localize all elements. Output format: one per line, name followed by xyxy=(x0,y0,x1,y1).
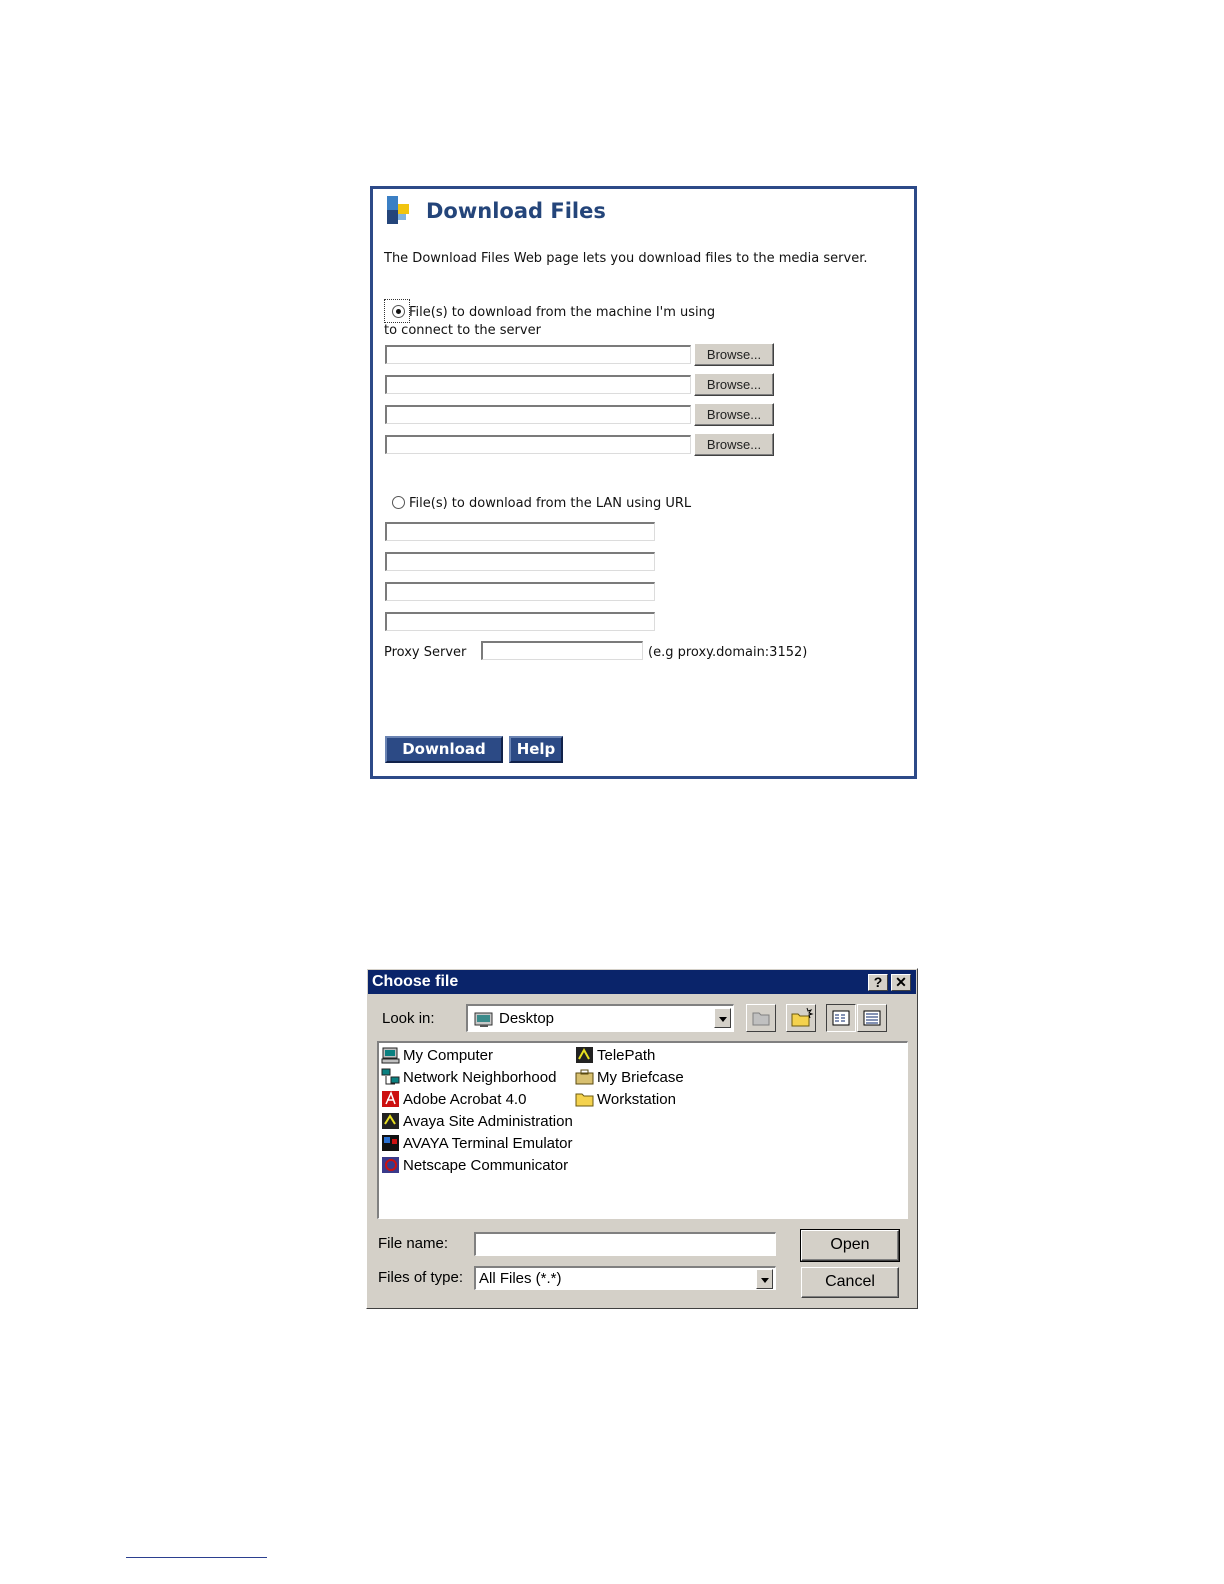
proxy-hint: (e.g proxy.domain:3152) xyxy=(648,645,808,660)
details-view-icon xyxy=(858,1005,886,1031)
avaya-site-admin-icon xyxy=(381,1112,400,1130)
files-of-type-combo[interactable] xyxy=(474,1266,776,1290)
file-item-label: My Briefcase xyxy=(597,1068,684,1086)
file-item-label: My Computer xyxy=(403,1046,494,1064)
file-item-telepath[interactable] xyxy=(575,1045,655,1065)
file-name-input[interactable] xyxy=(474,1232,776,1256)
file-item-label: Network Neighborhood xyxy=(403,1068,557,1086)
files-of-type-label: Files of type: xyxy=(378,1269,464,1286)
cancel-button[interactable]: Cancel xyxy=(801,1267,899,1298)
look-in-dropdown-arrow-icon[interactable] xyxy=(714,1008,731,1028)
network-icon xyxy=(381,1068,400,1086)
file-item-netscape-communicator[interactable] xyxy=(381,1155,568,1175)
proxy-server-label: Proxy Server xyxy=(384,645,467,660)
details-view-button[interactable] xyxy=(857,1004,887,1032)
intro-text: The Download Files Web page lets you download files to the media server. xyxy=(384,251,868,266)
browse-button-2[interactable]: Browse... xyxy=(694,373,774,396)
file-item-avaya-terminal-emulator[interactable] xyxy=(381,1133,573,1153)
file-item-label: Workstation xyxy=(597,1090,676,1108)
download-button[interactable]: Download xyxy=(385,736,503,763)
download-files-panel xyxy=(370,186,917,779)
folder-icon xyxy=(575,1090,594,1108)
dialog-title: Choose file xyxy=(372,973,459,990)
file-item-my-briefcase[interactable] xyxy=(575,1067,684,1087)
help-question-button[interactable]: ? xyxy=(868,974,888,991)
radio-local-files[interactable] xyxy=(392,305,405,318)
choose-file-dialog xyxy=(366,968,918,1309)
app-logo-icon xyxy=(387,196,413,226)
lan-url-input-4[interactable] xyxy=(385,612,655,631)
browse-button-1[interactable]: Browse... xyxy=(694,343,774,366)
file-item-my-computer[interactable] xyxy=(381,1045,493,1065)
page-title: Download Files xyxy=(426,199,606,223)
file-item-avaya-site-administration[interactable] xyxy=(381,1111,573,1131)
lan-option-label: File(s) to download from the LAN using URL xyxy=(409,496,692,511)
lan-url-input-1[interactable] xyxy=(385,522,655,541)
list-view-button[interactable] xyxy=(826,1004,856,1032)
new-folder-button[interactable] xyxy=(786,1004,816,1032)
up-folder-icon xyxy=(747,1005,775,1031)
close-button[interactable]: ✕ xyxy=(891,974,911,991)
file-item-label: Avaya Site Administration xyxy=(403,1112,573,1130)
file-name-label: File name: xyxy=(378,1235,449,1252)
file-item-network-neighborhood[interactable] xyxy=(381,1067,556,1087)
local-file-input-4[interactable] xyxy=(385,435,691,454)
up-one-level-button[interactable] xyxy=(746,1004,776,1032)
look-in-combo[interactable] xyxy=(466,1004,734,1032)
file-item-adobe-acrobat[interactable] xyxy=(381,1089,526,1109)
browse-button-4[interactable]: Browse... xyxy=(694,433,774,456)
local-option-label-line1: File(s) to download from the machine I'm using xyxy=(409,305,716,320)
local-option-label-line2: to connect to the server xyxy=(384,323,541,338)
look-in-value: Desktop xyxy=(499,1010,555,1027)
browse-button-3[interactable]: Browse... xyxy=(694,403,774,426)
file-item-label: AVAYA Terminal Emulator xyxy=(403,1134,573,1152)
computer-icon xyxy=(381,1046,400,1064)
help-button[interactable]: Help xyxy=(509,736,563,763)
footer-rule xyxy=(126,1557,267,1558)
netscape-icon xyxy=(381,1156,400,1174)
files-of-type-value: All Files (*.*) xyxy=(479,1270,562,1287)
file-item-label: TelePath xyxy=(597,1046,656,1064)
telepath-icon xyxy=(575,1046,594,1064)
local-file-input-3[interactable] xyxy=(385,405,691,424)
open-button[interactable]: Open xyxy=(801,1230,899,1261)
local-file-input-2[interactable] xyxy=(385,375,691,394)
lan-url-input-3[interactable] xyxy=(385,582,655,601)
list-view-icon xyxy=(827,1005,855,1031)
radio-lan-files[interactable] xyxy=(392,496,405,509)
file-item-workstation[interactable] xyxy=(575,1089,676,1109)
lan-url-input-2[interactable] xyxy=(385,552,655,571)
briefcase-icon xyxy=(575,1068,594,1086)
file-item-label: Adobe Acrobat 4.0 xyxy=(403,1090,527,1108)
proxy-server-input[interactable] xyxy=(481,641,643,660)
files-of-type-dropdown-arrow-icon[interactable] xyxy=(756,1269,773,1289)
local-file-input-1[interactable] xyxy=(385,345,691,364)
desktop-icon xyxy=(473,1009,495,1028)
look-in-label: Look in: xyxy=(382,1010,435,1027)
terminal-emulator-icon xyxy=(381,1134,400,1152)
acrobat-icon xyxy=(381,1090,400,1108)
file-item-label: Netscape Communicator xyxy=(403,1156,569,1174)
new-folder-icon xyxy=(787,1005,815,1031)
dialog-titlebar xyxy=(368,970,916,994)
file-list[interactable] xyxy=(377,1041,908,1219)
